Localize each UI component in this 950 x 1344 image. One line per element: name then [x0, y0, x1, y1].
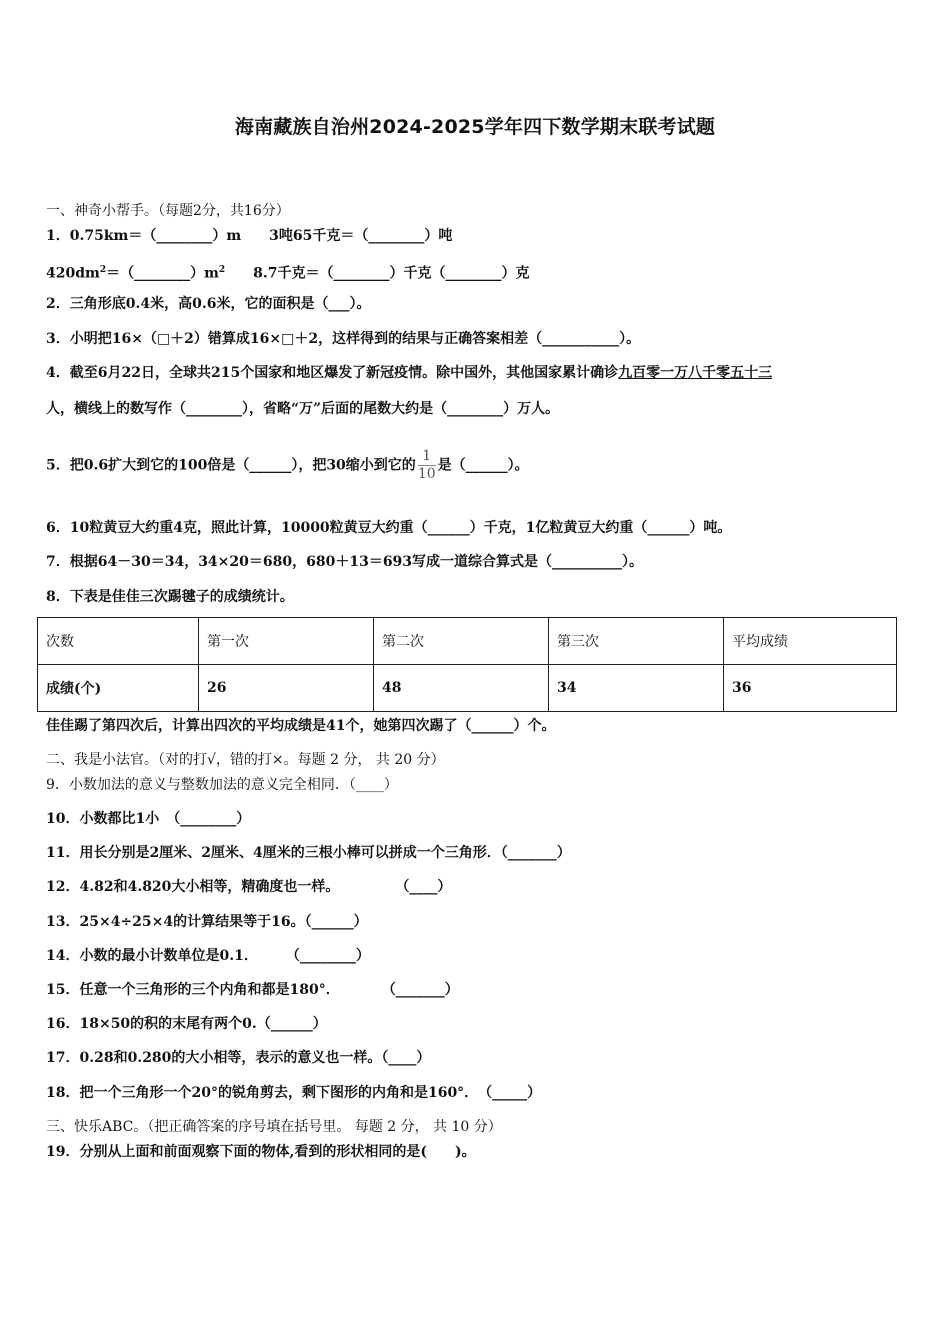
question-10: 10．小数都比1小 （________）: [46, 811, 251, 827]
table-cell: 次数: [38, 618, 199, 665]
question-4b: 人，横线上的数写作（________），省略“万”后面的尾数大约是（________）万人。: [46, 401, 560, 417]
question-8: 8．下表是佳佳三次踢毽子的成绩统计。: [46, 589, 294, 605]
question-1b: $420dm^2=(\_\_\_\_\_\_\_\_)m^2$ 8.7千克＝（________）千克（________）克: [46, 265, 530, 282]
score-table: [37, 617, 897, 712]
question-12: 12．4.82和4.820大小相等，精确度也一样。 （____）: [46, 879, 452, 895]
question-15: 15．任意一个三角形的三个内角和都是180°． （_______）: [46, 982, 459, 998]
page-title: 海南藏族自治州2024-2025学年四下数学期末联考试题: [234, 116, 716, 138]
section-2-heading: 二、我是小法官。（对的打√，错的打×。每题 2 分， 共 20 分）: [46, 752, 445, 768]
table-row: [38, 665, 897, 712]
question-17: 17．0.28和0.280的大小相等，表示的意义也一样。（____）: [46, 1050, 431, 1066]
table-cell: 34: [549, 665, 724, 712]
question-14: 14．小数的最小计数单位是0.1． （________）: [46, 948, 370, 964]
question-8b: 佳佳踢了第四次后，计算出四次的平均成绩是41个，她第四次踢了（______）个。: [46, 718, 556, 734]
table-cell: 第二次: [374, 618, 549, 665]
question-3: 3．小明把16×（□＋2）错算成16×□＋2，这样得到的结果与正确答案相差（___________）。: [46, 331, 641, 347]
question-6: 6．10粒黄豆大约重4克，照此计算，10000粒黄豆大约重（______）千克，1亿粒黄豆大约重（______）吨。: [46, 520, 732, 536]
question-9: 9．小数加法的意义与整数加法的意义完全相同．（____）: [46, 777, 398, 793]
table-cell: 26: [199, 665, 374, 712]
question-18: 18．把一个三角形一个20°的锐角剪去，剩下图形的内角和是160°． （_____）: [46, 1085, 542, 1101]
table-cell: 36: [724, 665, 897, 712]
question-11: 11．用长分别是2厘米、2厘米、4厘米的三根小棒可以拼成一个三角形．（_______）: [46, 845, 571, 861]
question-7: 7．根据64－30＝34，34×20＝680，680＋13＝693写成一道综合算式是（__________）。: [46, 554, 644, 570]
question-4a: 4．截至6月22日，全球共215个国家和地区爆发了新冠疫情。除中国外，其他国家累计确诊九百零一万八千零五十三: [46, 365, 773, 381]
table-cell: 第三次: [549, 618, 724, 665]
underlined-number-text: 九百零一万八千零五十三: [618, 365, 773, 381]
table-cell: 平均成绩: [724, 618, 897, 665]
question-16: 16．18×50的积的末尾有两个0.（______）: [46, 1016, 327, 1032]
question-5: 5．把0.6扩大到它的100倍是（______），把30缩小到它的 $\frac{1}{10}$ 是（______）。: [46, 448, 529, 482]
table-header-row: [38, 618, 897, 665]
table-cell: 48: [374, 665, 549, 712]
fraction-one-tenth: $\frac{1}{10}$: [417, 448, 436, 482]
question-1a: 1．0.75km＝（________）m 3吨65千克＝（________）吨: [46, 228, 453, 244]
table-cell: 第一次: [199, 618, 374, 665]
table-cell: 成绩(个): [38, 665, 199, 712]
section-1-heading: 一、神奇小帮手。（每题2分，共16分）: [46, 203, 290, 219]
question-19: 19．分别从上面和前面观察下面的物体,看到的形状相同的是( )。: [46, 1144, 476, 1160]
question-2: 2．三角形底0.4米，高0.6米，它的面积是（___）。: [46, 296, 371, 312]
section-3-heading: 三、快乐ABC。（把正确答案的序号填在括号里。 每题 2 分， 共 10 分）: [46, 1119, 502, 1135]
question-13: 13．25×4÷25×4的计算结果等于16。（______）: [46, 914, 368, 930]
